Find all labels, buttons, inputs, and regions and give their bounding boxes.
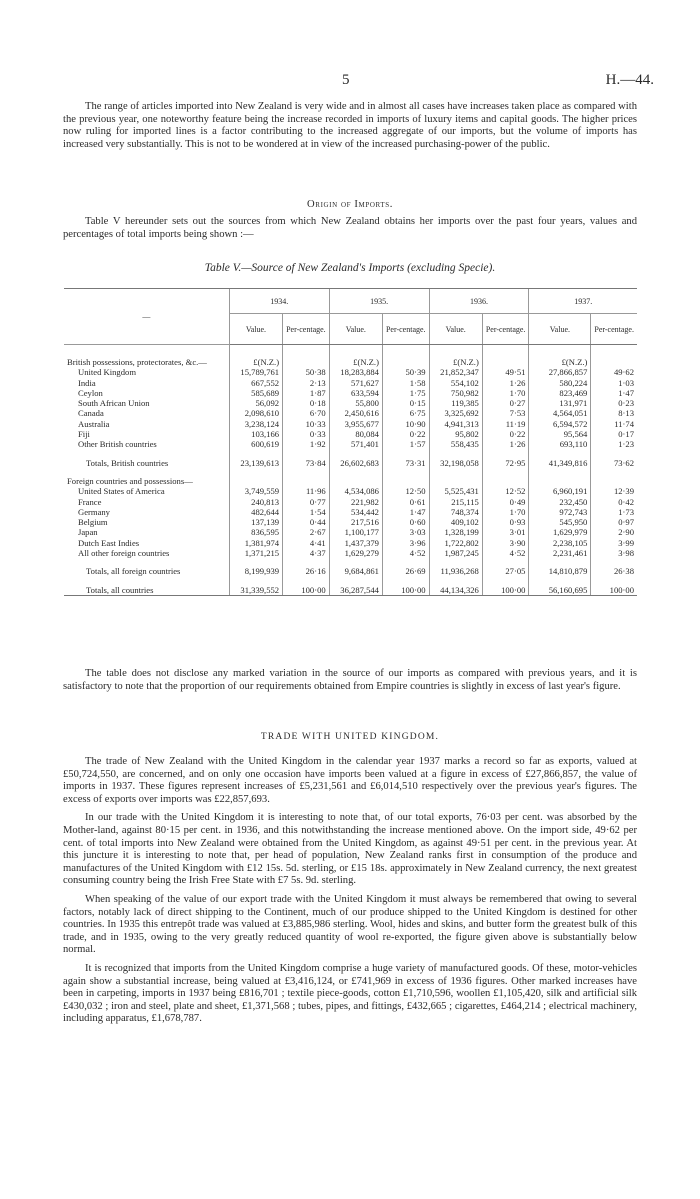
year-header-row: [64, 289, 637, 314]
value-cell: 36,287,544: [329, 585, 382, 596]
table-row: [64, 507, 637, 517]
percentage-cell: 0·15: [382, 398, 429, 408]
value-cell: 1,722,802: [429, 538, 482, 548]
value-cell: 580,224: [529, 378, 591, 388]
percentage-cell: 3·96: [382, 538, 429, 548]
percentage-header: Per-centage.: [283, 314, 330, 345]
page-header: [0, 72, 700, 92]
table-row: [64, 486, 637, 496]
table-row: [64, 548, 637, 558]
percentage-cell: 3·99: [591, 538, 637, 548]
value-cell: 18,283,884: [329, 367, 382, 377]
percentage-cell: 73·84: [283, 458, 330, 468]
percentage-cell: 1·57: [382, 439, 429, 449]
value-header: Value.: [329, 314, 382, 345]
percentage-cell: 100·00: [591, 585, 637, 596]
percentage-cell: 1·03: [591, 378, 637, 388]
percentage-cell: 50·39: [382, 367, 429, 377]
percentage-cell: 1·47: [382, 507, 429, 517]
country-name: Canada: [78, 408, 104, 419]
country-name: South African Union: [78, 398, 150, 409]
value-cell: 27,866,857: [529, 367, 591, 377]
table-intro-paragraph: Table V hereunder sets out the sources from which New Zealand obtains her imports over the past four years, values and percentages of total imports being shown :—: [63, 216, 637, 240]
value-cell: 21,852,347: [429, 367, 482, 377]
percentage-cell: 12·52: [482, 486, 529, 496]
percentage-cell: 1·70: [482, 388, 529, 398]
country-name: Totals, all countries: [64, 585, 229, 596]
table-row: [64, 408, 637, 418]
value-cell: 11,936,268: [429, 566, 482, 576]
percentage-cell: 6·75: [382, 408, 429, 418]
value-cell: 1,629,979: [529, 527, 591, 537]
value-header: Value.: [429, 314, 482, 345]
country-name: Japan: [78, 527, 98, 538]
value-cell: 56,160,695: [529, 585, 591, 596]
percentage-cell: 1·54: [283, 507, 330, 517]
percentage-cell: 3·01: [482, 527, 529, 537]
table-row: [64, 538, 637, 548]
percentage-cell: 12·39: [591, 486, 637, 496]
section-heading: British possessions, protectorates, &c.—: [67, 357, 207, 367]
country-name: Fiji: [78, 429, 90, 440]
value-cell: 2,238,105: [529, 538, 591, 548]
value-cell: 26,602,683: [329, 458, 382, 468]
foreign-rows: [64, 486, 637, 558]
percentage-cell: 4·41: [283, 538, 330, 548]
value-cell: 1,629,279: [329, 548, 382, 558]
value-cell: 534,442: [329, 507, 382, 517]
stub-header: —: [64, 289, 229, 345]
value-cell: 1,371,215: [229, 548, 282, 558]
value-cell: 600,619: [229, 439, 282, 449]
percentage-cell: 4·52: [382, 548, 429, 558]
country-name: Australia: [78, 418, 110, 429]
percentage-cell: 12·50: [382, 486, 429, 496]
percentage-cell: 49·51: [482, 367, 529, 377]
table-row: [64, 458, 637, 468]
value-cell: 56,092: [229, 398, 282, 408]
percentage-cell: 8·13: [591, 408, 637, 418]
percentage-cell: 1·73: [591, 507, 637, 517]
value-cell: 3,955,677: [329, 419, 382, 429]
table-row: [64, 419, 637, 429]
value-cell: 2,231,461: [529, 548, 591, 558]
value-cell: 8,199,939: [229, 566, 282, 576]
percentage-cell: 27·05: [482, 566, 529, 576]
value-cell: 95,564: [529, 429, 591, 439]
table-row: [64, 388, 637, 398]
value-cell: 1,328,199: [429, 527, 482, 537]
value-cell: 240,813: [229, 497, 282, 507]
value-cell: 972,743: [529, 507, 591, 517]
percentage-cell: 1·87: [283, 388, 330, 398]
percentage-cell: 0·97: [591, 517, 637, 527]
value-cell: 667,552: [229, 378, 282, 388]
value-cell: 558,435: [429, 439, 482, 449]
percentage-cell: 0·27: [482, 398, 529, 408]
value-cell: 9,684,861: [329, 566, 382, 576]
country-name: Other British countries: [78, 439, 157, 450]
value-cell: 6,594,572: [529, 419, 591, 429]
foreign-heading-row: [64, 476, 637, 486]
percentage-header: Per-centage.: [591, 314, 637, 345]
value-cell: 409,102: [429, 517, 482, 527]
percentage-cell: 10·33: [283, 419, 330, 429]
value-cell: 554,102: [429, 378, 482, 388]
percentage-cell: 0·23: [591, 398, 637, 408]
country-name: Totals, British countries: [86, 457, 169, 468]
percentage-cell: 0·17: [591, 429, 637, 439]
grand-total-row: [64, 585, 637, 596]
value-cell: 748,374: [429, 507, 482, 517]
value-cell: 3,325,692: [429, 408, 482, 418]
country-name: India: [78, 377, 96, 388]
percentage-cell: 50·38: [283, 367, 330, 377]
value-cell: 1,381,974: [229, 538, 282, 548]
value-cell: 823,469: [529, 388, 591, 398]
country-name: France: [78, 496, 102, 507]
percentage-cell: 1·47: [591, 388, 637, 398]
percentage-cell: 73·62: [591, 458, 637, 468]
country-name: United Kingdom: [78, 367, 137, 378]
value-cell: 750,982: [429, 388, 482, 398]
percentage-cell: 100·00: [382, 585, 429, 596]
uk-trade-body: [63, 756, 637, 1026]
value-cell: 131,971: [529, 398, 591, 408]
table-row: [64, 378, 637, 388]
imports-table: [64, 288, 637, 596]
table-commentary-paragraph: The table does not disclose any marked variation in the source of our imports as compared with previous years, and it is satisfactory to note that the proportion of our requirements obtained from Empire countries is slightly in excess of last year's figure.: [63, 668, 637, 692]
uk-paragraph-4: It is recognized that imports from the United Kingdom comprise a huge variety of manufactured goods. Of these, motor-vehicles again show a substantial increase, being valued at £3,416,124, or £741,969 in excess of 1936 figures. Other marked increases have been in carpeting, imports in 1937 being £816,701 ; textile piece-goods, cotton £1,710,596, woollen £1,105,420, silk and artificial silk £430,032 ; iron and steel, plate and sheet, £1,371,568 ; tubes, pipes, and fittings, £432,665 ; cigarettes, £464,214 ; electrical machinery, including apparatus, £1,678,787.: [63, 962, 637, 1025]
value-cell: 4,941,313: [429, 419, 482, 429]
percentage-header: Per-centage.: [482, 314, 529, 345]
value-cell: 5,525,431: [429, 486, 482, 496]
percentage-cell: 1·23: [591, 439, 637, 449]
value-cell: 95,802: [429, 429, 482, 439]
uk-paragraph-1: The trade of New Zealand with the United Kingdom in the calendar year 1937 marks a record so far as exports, valued at £50,724,550, are concerned, and on only one occasion have imports been valued at a figure in excess of £27,866,857, the value of imports in 1937. These figures represent increases of £5,231,561 and £6,014,510 respectively over the previous year's figures. The excess of exports over imports was £22,857,693.: [63, 756, 637, 805]
table-row: [64, 367, 637, 377]
table-row: [64, 429, 637, 439]
value-cell: 232,450: [529, 497, 591, 507]
percentage-cell: 11·74: [591, 419, 637, 429]
page-number: 5: [342, 72, 350, 88]
value-cell: 41,349,816: [529, 458, 591, 468]
value-cell: 836,595: [229, 527, 282, 537]
document-reference: H.—44.: [605, 72, 654, 88]
value-cell: 3,238,124: [229, 419, 282, 429]
year-header: 1935.: [329, 289, 429, 314]
country-name: Ceylon: [78, 387, 103, 398]
value-cell: 693,110: [529, 439, 591, 449]
percentage-cell: 1·58: [382, 378, 429, 388]
percentage-cell: 4·52: [482, 548, 529, 558]
uk-paragraph-2: In our trade with the United Kingdom it is interesting to note that, of our total exports, 76·03 per cent. was absorbed by the Mother-land, against 80·15 per cent. in 1936, and this notwithstanding the increase mentioned above. On the import side, 49·62 per cent. of total imports into New Zealand were obtained from the United Kingdom, as against 49·51 per cent. in the previous year. At this juncture it is interesting to note that, per head of population, New Zealand ranks first in consumption of the produce and manufactures of the United Kingdom with £12 15s. 5d. sterling, or £15 18s. approximately in New Zealand currency, the next greatest consuming country being the Irish Free State with £7 5s. 9d. sterling.: [63, 812, 637, 887]
value-cell: 55,800: [329, 398, 382, 408]
value-cell: 6,960,191: [529, 486, 591, 496]
country-name: Dutch East Indies: [78, 537, 140, 548]
british-total-row: [64, 458, 637, 468]
percentage-cell: 11·19: [482, 419, 529, 429]
value-cell: 32,198,058: [429, 458, 482, 468]
percentage-cell: 2·67: [283, 527, 330, 537]
percentage-cell: 72·95: [482, 458, 529, 468]
value-cell: 137,139: [229, 517, 282, 527]
value-header: Value.: [529, 314, 591, 345]
value-cell: 215,115: [429, 497, 482, 507]
value-cell: 633,594: [329, 388, 382, 398]
percentage-cell: 1·92: [283, 439, 330, 449]
value-cell: 585,689: [229, 388, 282, 398]
percentage-cell: 0·77: [283, 497, 330, 507]
percentage-cell: 73·31: [382, 458, 429, 468]
percentage-cell: 100·00: [482, 585, 529, 596]
value-cell: 103,166: [229, 429, 282, 439]
country-name: Germany: [78, 506, 110, 517]
value-cell: 2,098,610: [229, 408, 282, 418]
value-cell: 4,534,086: [329, 486, 382, 496]
value-cell: 23,139,613: [229, 458, 282, 468]
value-cell: 14,810,879: [529, 566, 591, 576]
value-cell: 1,100,177: [329, 527, 382, 537]
table-caption: Table V.—Source of New Zealand's Imports (excluding Specie).: [204, 262, 496, 274]
percentage-cell: 1·75: [382, 388, 429, 398]
percentage-cell: 1·26: [482, 439, 529, 449]
percentage-cell: 0·33: [283, 429, 330, 439]
value-cell: 15,789,761: [229, 367, 282, 377]
table-row: [64, 566, 637, 576]
percentage-cell: 6·70: [283, 408, 330, 418]
table-row: [64, 517, 637, 527]
percentage-cell: 26·38: [591, 566, 637, 576]
percentage-cell: 0·49: [482, 497, 529, 507]
percentage-cell: 3·03: [382, 527, 429, 537]
percentage-cell: 7·53: [482, 408, 529, 418]
uk-paragraph-3: When speaking of the value of our export trade with the United Kingdom it must always be remembered that owing to several factors, notably lack of direct shipping to the Continent, much of our produce shipped to the United Kingdom is destined for other countries. In 1935 this entrepôt trade was valued at £3,885,986 sterling. Wool, hides and skins, and butter form the greatest bulk of this trade, and in 1935, owing to the very greatly reduced quantity of wool re-exported, the figure given above is substantially below normal.: [63, 893, 637, 956]
percentage-cell: 1·26: [482, 378, 529, 388]
percentage-cell: 0·93: [482, 517, 529, 527]
british-rows: [64, 367, 637, 449]
unit-label: £(N.Z.): [429, 357, 482, 367]
percentage-cell: 1·70: [482, 507, 529, 517]
percentage-cell: 0·18: [283, 398, 330, 408]
percentage-cell: 26·69: [382, 566, 429, 576]
unit-label: £(N.Z.): [329, 357, 382, 367]
percentage-cell: 0·44: [283, 517, 330, 527]
country-name: Totals, all foreign countries: [86, 566, 181, 577]
value-cell: 221,982: [329, 497, 382, 507]
value-cell: 545,950: [529, 517, 591, 527]
foreign-total-row: [64, 566, 637, 576]
origin-heading: Origin of Imports.: [307, 199, 393, 210]
value-cell: 1,987,245: [429, 548, 482, 558]
value-cell: 1,437,379: [329, 538, 382, 548]
percentage-cell: 2·90: [591, 527, 637, 537]
percentage-cell: 0·42: [591, 497, 637, 507]
value-cell: 2,450,616: [329, 408, 382, 418]
value-cell: 31,339,552: [229, 585, 282, 596]
value-cell: 571,401: [329, 439, 382, 449]
country-name: Belgium: [78, 517, 108, 528]
percentage-cell: 2·13: [283, 378, 330, 388]
percentage-cell: 49·62: [591, 367, 637, 377]
percentage-cell: 10·90: [382, 419, 429, 429]
british-heading-row: [64, 357, 637, 367]
value-cell: 44,134,326: [429, 585, 482, 596]
value-cell: 4,564,051: [529, 408, 591, 418]
value-cell: 482,644: [229, 507, 282, 517]
percentage-cell: 4·37: [283, 548, 330, 558]
value-cell: 80,084: [329, 429, 382, 439]
percentage-cell: 26·16: [283, 566, 330, 576]
table-row: [64, 398, 637, 408]
table-row: [64, 527, 637, 537]
year-header: 1937.: [529, 289, 637, 314]
percentage-cell: 0·61: [382, 497, 429, 507]
country-name: All other foreign countries: [78, 548, 170, 559]
value-cell: 217,516: [329, 517, 382, 527]
percentage-cell: 3·90: [482, 538, 529, 548]
table-row: [64, 439, 637, 449]
percentage-cell: 100·00: [283, 585, 330, 596]
percentage-cell: 0·60: [382, 517, 429, 527]
percentage-cell: 3·98: [591, 548, 637, 558]
percentage-cell: 11·96: [283, 486, 330, 496]
uk-trade-heading: TRADE WITH UNITED KINGDOM.: [260, 732, 440, 742]
value-cell: 119,385: [429, 398, 482, 408]
intro-paragraph: The range of articles imported into New Zealand is very wide and in almost all cases have increases taken place as compared with the previous year, one noteworthy feature being the increase recorded in imports of luxury items and capital goods. The higher prices now ruling for imported lines is a factor contributing to the increased aggregate of our imports, but the volume of imports has increased very substantially. This is not to be wondered at in view of the increased purchasing-power of the public.: [63, 101, 637, 150]
table-row: [64, 497, 637, 507]
section-heading: Foreign countries and possessions—: [67, 475, 193, 486]
value-cell: 3,749,559: [229, 486, 282, 496]
percentage-cell: 0·22: [382, 429, 429, 439]
year-header: 1936.: [429, 289, 529, 314]
unit-label: £(N.Z.): [229, 357, 282, 367]
value-cell: 571,627: [329, 378, 382, 388]
country-name: United States of America: [78, 486, 165, 497]
value-header: Value.: [229, 314, 282, 345]
percentage-header: Per-centage.: [382, 314, 429, 345]
unit-label: £(N.Z.): [529, 357, 591, 367]
percentage-cell: 0·22: [482, 429, 529, 439]
table-row: [64, 585, 637, 596]
year-header: 1934.: [229, 289, 329, 314]
